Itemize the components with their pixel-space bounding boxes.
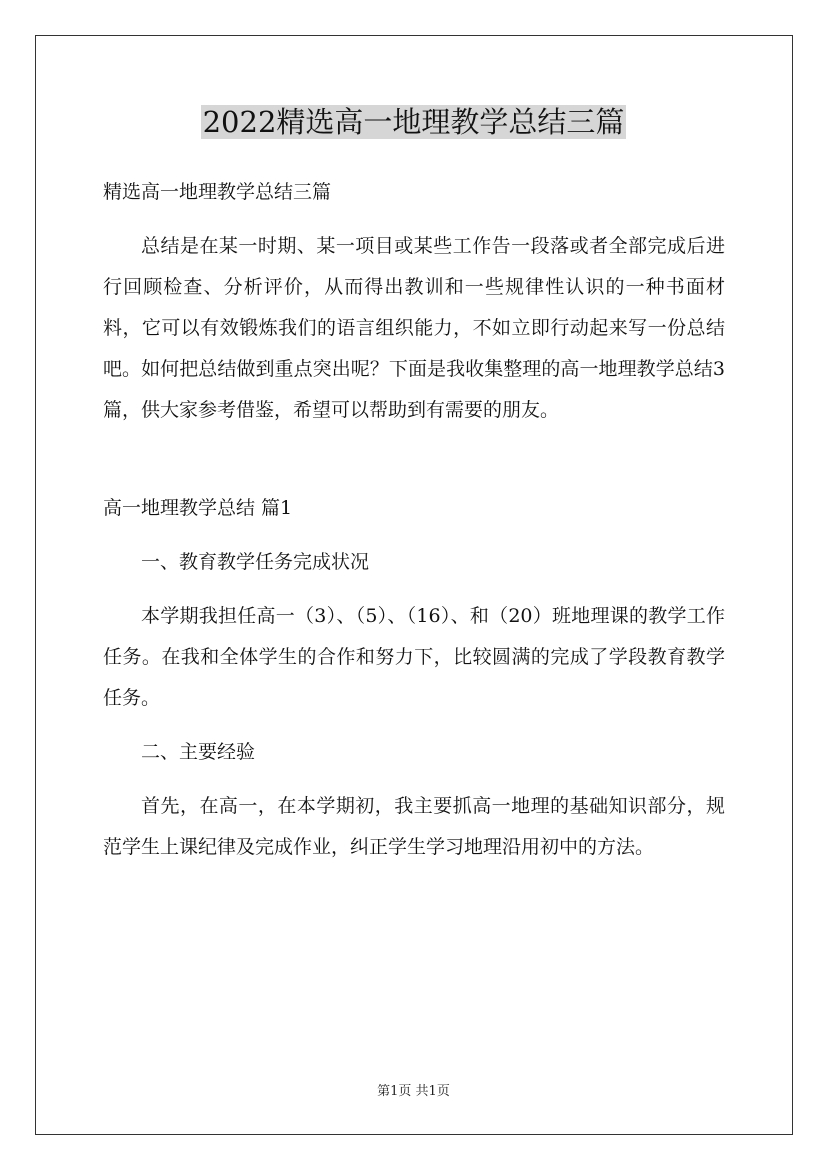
intro-paragraph: 总结是在某一时期、某一项目或某些工作告一段落或者全部完成后进行回顾检查、分析评价，从而得出教训和一些规律性认识的一种书面材料，它可以有效锻炼我们的语言组织能力，不如立即行动起来写一份总结吧。如何把总结做到重点突出呢？下面是我收集整理的高一地理教学总结3篇，供大家参考借鉴，希望可以帮助到有需要的朋友。 [103,235,725,421]
subtitle: 精选高一地理教学总结三篇 [103,181,332,203]
page-footer [0,1083,827,1101]
document-title [0,101,827,143]
document-body [103,172,725,868]
section-spacer [103,431,725,488]
item2-heading: 二、主要经验 [141,741,256,763]
item1-heading: 一、教育教学任务完成状况 [141,551,370,573]
section-heading: 高一地理教学总结 篇1 [103,497,293,519]
page-number: 第1页 共1页 [377,1084,450,1099]
document-title-text: 2022精选高一地理教学总结三篇 [202,105,625,139]
item1-body: 本学期我担任高一（3）、（5）、（16）、和（20）班地理课的教学工作任务。在我和全体学生的合作和努力下，比较圆满的完成了学段教育教学任务。 [103,605,725,709]
item2-body: 首先，在高一，在本学期初，我主要抓高一地理的基础知识部分，规范学生上课纪律及完成作业，纠正学生学习地理沿用初中的方法。 [103,795,725,858]
